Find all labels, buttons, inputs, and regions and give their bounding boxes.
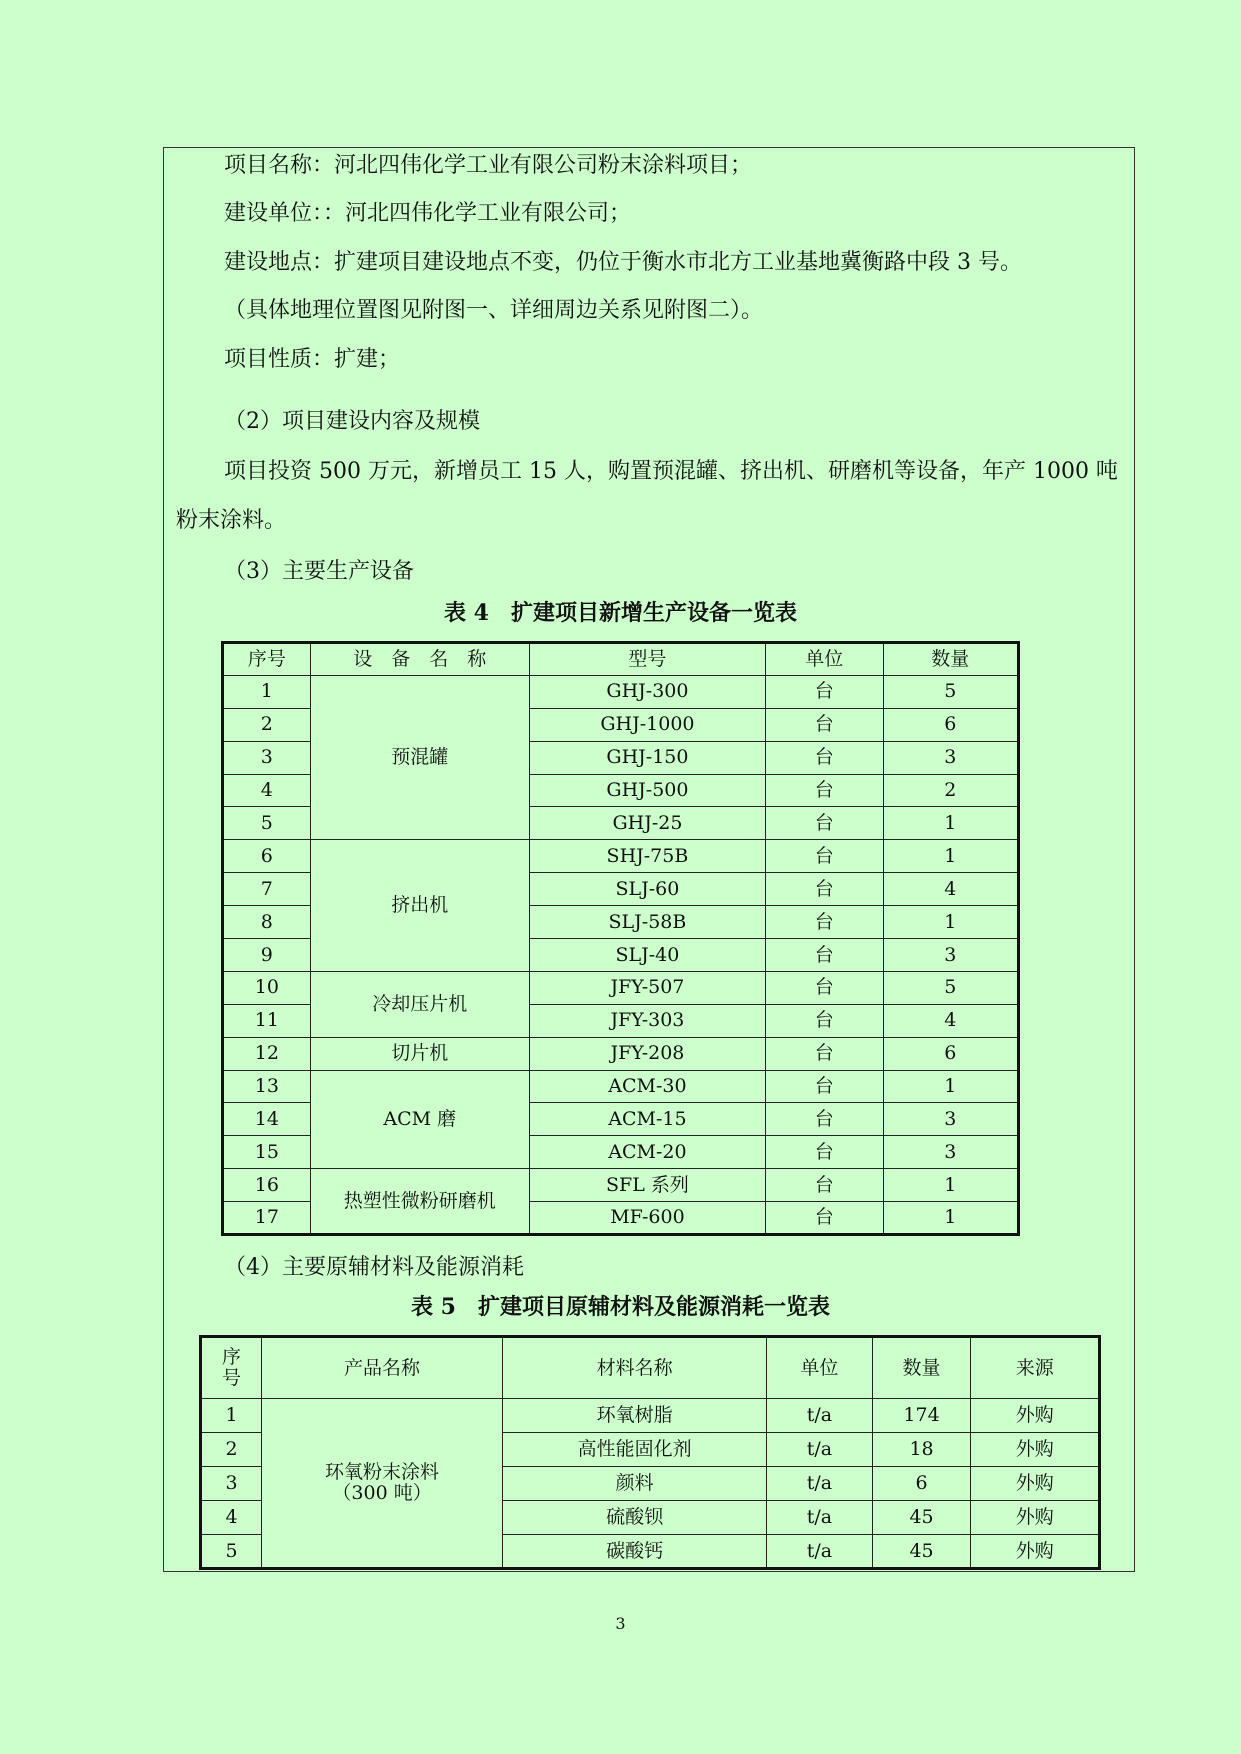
model: JFY-303 [529,1004,765,1037]
row-number: 4 [201,1501,262,1535]
header-cell: 单位 [767,1337,873,1399]
model: SLJ-60 [529,873,765,906]
quantity: 3 [883,939,1018,972]
model: SLJ-40 [529,939,765,972]
equipment-name: ACM 磨 [310,1070,529,1169]
header-cell: 来源 [971,1337,1100,1399]
row-number: 1 [201,1399,262,1433]
quantity: 1 [883,840,1018,873]
header-cell: 序号 [223,643,311,676]
unit: t/a [767,1535,873,1569]
unit: 台 [766,840,884,873]
page-number: 3 [615,1614,626,1633]
header-cell: 单位 [766,643,884,676]
header-cell: 设 备 名 称 [310,643,529,676]
quantity: 45 [872,1535,971,1569]
material: 高性能固化剂 [503,1433,767,1467]
row-number: 14 [223,1103,311,1136]
unit: 台 [766,1202,884,1235]
quantity: 1 [883,807,1018,840]
row-number: 7 [223,873,311,906]
quantity: 1 [883,906,1018,939]
row-number: 3 [223,741,311,774]
source: 外购 [971,1433,1100,1467]
quantity: 4 [883,1004,1018,1037]
quantity: 2 [883,774,1018,807]
table4-caption: 表 4 扩建项目新增生产设备一览表 [444,600,797,626]
product-name-cell [261,1399,502,1569]
table-row [223,840,1019,873]
unit: t/a [767,1399,873,1433]
source: 外购 [971,1501,1100,1535]
model: GHJ-500 [529,774,765,807]
header-cell: 数量 [872,1337,971,1399]
table-header-row [201,1337,1100,1399]
row-number: 15 [223,1136,311,1169]
project-name-line: 项目名称：河北四伟化学工业有限公司粉末涂料项目； [224,153,753,178]
model: SFL 系列 [529,1169,765,1202]
source: 外购 [971,1535,1100,1569]
quantity: 5 [883,675,1018,708]
quantity: 18 [872,1433,971,1467]
row-number: 5 [201,1535,262,1569]
material: 硫酸钡 [503,1501,767,1535]
row-number: 17 [223,1202,311,1235]
unit: 台 [766,741,884,774]
builder-line: 建设单位：：河北四伟化学工业有限公司； [224,201,632,226]
scale-line-2: 粉末涂料。 [176,508,287,533]
unit: t/a [767,1433,873,1467]
row-number: 9 [223,939,311,972]
equipment-name: 冷却压片机 [310,971,529,1037]
equipment-table [221,641,1020,1236]
model: SHJ-75B [529,840,765,873]
quantity: 5 [883,971,1018,1004]
row-number: 6 [223,840,311,873]
model: ACM-30 [529,1070,765,1103]
row-number: 3 [201,1467,262,1501]
section-4-heading: （4）主要原辅材料及能源消耗 [224,1255,524,1280]
source: 外购 [971,1399,1100,1433]
unit: 台 [766,873,884,906]
table-row [223,971,1019,1004]
section-3-heading: （3）主要生产设备 [224,559,414,584]
section-2-heading: （2）项目建设内容及规模 [224,409,480,434]
equipment-name: 预混罐 [310,675,529,839]
unit: 台 [766,1037,884,1070]
unit: 台 [766,675,884,708]
quantity: 6 [872,1467,971,1501]
materials-table [199,1335,1101,1570]
material: 环氧树脂 [503,1399,767,1433]
quantity: 3 [883,1103,1018,1136]
quantity: 6 [883,1037,1018,1070]
unit: 台 [766,708,884,741]
quantity: 3 [883,1136,1018,1169]
table-row [201,1399,1100,1433]
unit: 台 [766,1136,884,1169]
row-number: 8 [223,906,311,939]
unit: 台 [766,1103,884,1136]
row-number: 4 [223,774,311,807]
unit: 台 [766,906,884,939]
table-row [223,1070,1019,1103]
unit: 台 [766,1004,884,1037]
header-cell: 数量 [883,643,1018,676]
row-number: 1 [223,675,311,708]
equipment-name: 热塑性微粉研磨机 [310,1169,529,1235]
unit: t/a [767,1501,873,1535]
equipment-name: 挤出机 [310,840,529,972]
header-cell: 序号 [201,1337,262,1399]
model: MF-600 [529,1202,765,1235]
equipment-name: 切片机 [310,1037,529,1070]
table-row [223,1037,1019,1070]
row-number: 16 [223,1169,311,1202]
row-number: 5 [223,807,311,840]
model: SLJ-58B [529,906,765,939]
row-number: 2 [201,1433,262,1467]
unit: 台 [766,939,884,972]
row-number: 12 [223,1037,311,1070]
model: JFY-208 [529,1037,765,1070]
location-line: 建设地点：扩建项目建设地点不变，仍位于衡水市北方工业基地冀衡路中段 3 号。 [224,250,1022,275]
unit: t/a [767,1467,873,1501]
quantity: 174 [872,1399,971,1433]
material: 颜料 [503,1467,767,1501]
quantity: 4 [883,873,1018,906]
model: ACM-20 [529,1136,765,1169]
unit: 台 [766,807,884,840]
model: JFY-507 [529,971,765,1004]
model: ACM-15 [529,1103,765,1136]
product-quantity: （300 吨） [332,1482,432,1504]
table5-caption: 表 5 扩建项目原辅材料及能源消耗一览表 [411,1294,830,1320]
location-note-line: （具体地理位置图见附图一、详细周边关系见附图二）。 [224,298,764,323]
row-number: 11 [223,1004,311,1037]
quantity: 3 [883,741,1018,774]
quantity: 1 [883,1169,1018,1202]
model: GHJ-150 [529,741,765,774]
unit: 台 [766,774,884,807]
model: GHJ-1000 [529,708,765,741]
row-number: 2 [223,708,311,741]
row-number: 10 [223,971,311,1004]
table-header-row [223,643,1019,676]
quantity: 45 [872,1501,971,1535]
unit: 台 [766,1169,884,1202]
table-row [223,675,1019,708]
header-cell: 产品名称 [261,1337,502,1399]
product-name: 环氧粉末涂料 [325,1461,440,1484]
model: GHJ-25 [529,807,765,840]
model: GHJ-300 [529,675,765,708]
project-nature-line: 项目性质：扩建； [224,347,401,372]
source: 外购 [971,1467,1100,1501]
row-number: 13 [223,1070,311,1103]
quantity: 1 [883,1070,1018,1103]
quantity: 6 [883,708,1018,741]
header-cell: 型号 [529,643,765,676]
unit: 台 [766,1070,884,1103]
scale-line-1: 项目投资 500 万元，新增员工 15 人，购置预混罐、挤出机、研磨机等设备，年产 1000 吨 [224,459,1118,484]
quantity: 1 [883,1202,1018,1235]
unit: 台 [766,971,884,1004]
table-row [223,1169,1019,1202]
material: 碳酸钙 [503,1535,767,1569]
header-cell: 材料名称 [503,1337,767,1399]
